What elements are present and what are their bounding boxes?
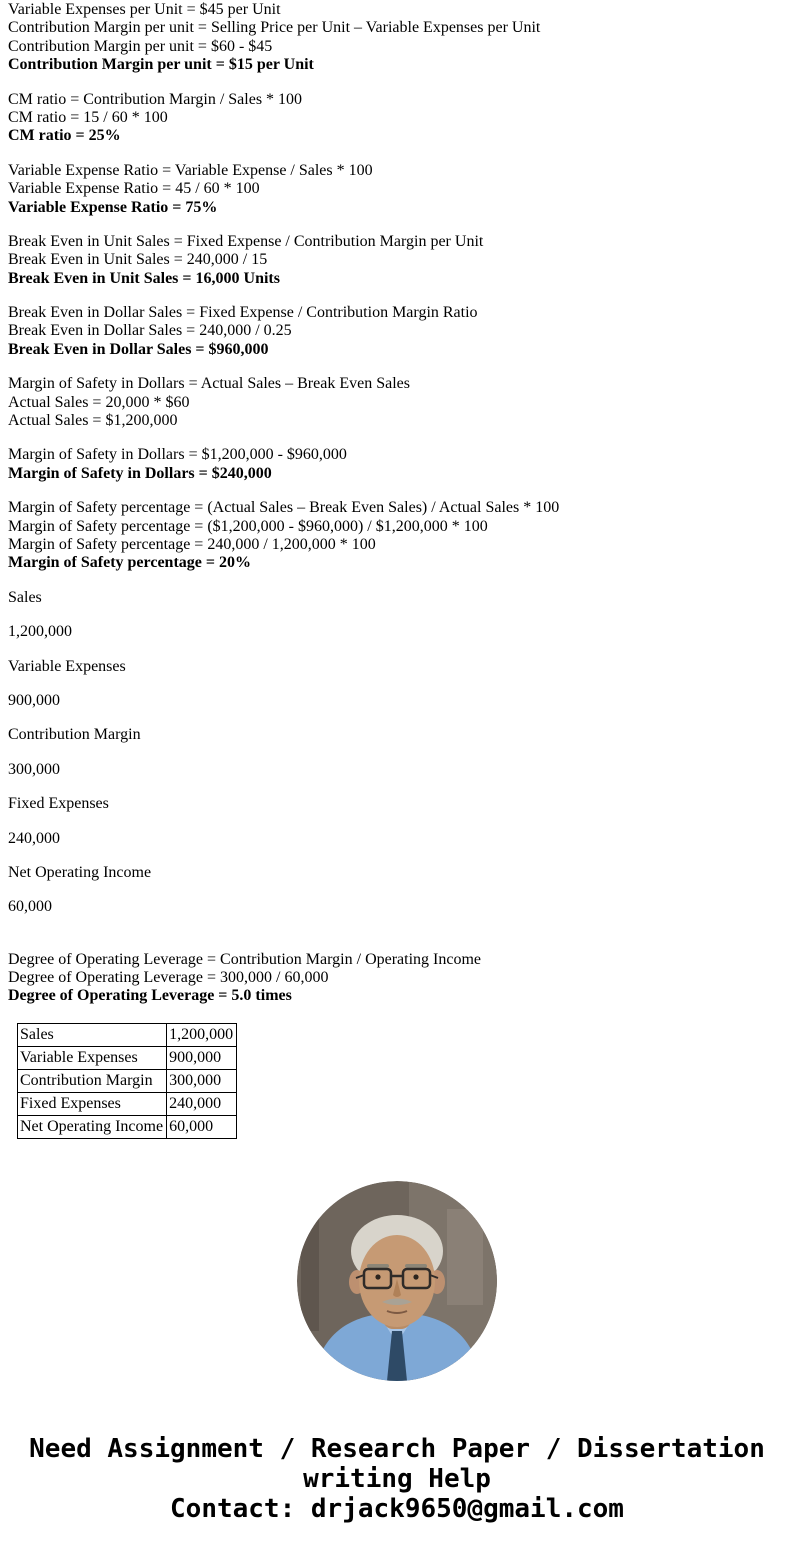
text-line: Actual Sales = 20,000 * $60 [8, 393, 190, 411]
para-margin-of-safety-dollars [8, 446, 786, 483]
text-line: Margin of Safety percentage = (Actual Sales – Break Even Sales) / Actual Sales * 100 [8, 499, 560, 517]
para-break-even-dollar-sales [8, 304, 786, 359]
income-statement-table [17, 1023, 237, 1139]
text-line: Break Even in Dollar Sales = Fixed Expense / Contribution Margin Ratio [8, 304, 478, 322]
table-row [18, 1115, 237, 1138]
text-line: Variable Expenses [8, 657, 126, 675]
text-line: CM ratio = Contribution Margin / Sales * 100 [8, 90, 303, 108]
table-row [18, 1046, 237, 1069]
para-contribution-margin-value [8, 761, 786, 779]
table-cell-value: 900,000 [167, 1046, 237, 1069]
para-fixed-expenses-value [8, 830, 786, 848]
text-line: Degree of Operating Leverage = 300,000 / 60,000 [8, 969, 329, 987]
para-sales-label [8, 589, 786, 607]
text-line: Break Even in Unit Sales = 16,000 Units [8, 269, 280, 287]
text-line: Contribution Margin per unit = $15 per Unit [8, 56, 314, 74]
text-line: Variable Expense Ratio = 45 / 60 * 100 [8, 180, 260, 198]
table-row [18, 1023, 237, 1046]
text-line: CM ratio = 25% [8, 127, 121, 145]
text-line: Contribution Margin [8, 726, 141, 744]
text-line: Variable Expense Ratio = 75% [8, 198, 218, 216]
text-line: Variable Expenses per Unit = $45 per Unit [8, 1, 281, 18]
text-line: Fixed Expenses [8, 795, 109, 813]
text-line: Margin of Safety in Dollars = $240,000 [8, 464, 272, 482]
text-line: Contribution Margin per unit = $60 - $45 [8, 37, 273, 55]
text-line: 900,000 [8, 691, 60, 709]
para-degree-of-operating-leverage [8, 951, 786, 1006]
para-sales-value [8, 623, 786, 641]
text-line: 300,000 [8, 760, 60, 778]
text-line: Margin of Safety percentage = ($1,200,000 - $960,000) / $1,200,000 * 100 [8, 517, 488, 535]
text-line: Sales [8, 588, 42, 606]
table-cell-label: Contribution Margin [18, 1069, 167, 1092]
table-cell-label: Variable Expenses [18, 1046, 167, 1069]
para-net-operating-income-label [8, 864, 786, 882]
contact-email-text: Contact: drjack9650@gmail.com [170, 1493, 624, 1524]
text-line: Margin of Safety percentage = 240,000 / 1,200,000 * 100 [8, 535, 376, 553]
footer-banner [0, 1435, 794, 1551]
table-cell-value: 60,000 [167, 1115, 237, 1138]
person-portrait-image [297, 1181, 497, 1381]
text-line: Break Even in Dollar Sales = 240,000 / 0.25 [8, 322, 292, 340]
text-line: Margin of Safety in Dollars = $1,200,000 - $960,000 [8, 446, 347, 464]
text-line: CM ratio = 15 / 60 * 100 [8, 108, 168, 126]
table-cell-label: Fixed Expenses [18, 1092, 167, 1115]
table-cell-value: 1,200,000 [167, 1023, 237, 1046]
text-line: 60,000 [8, 898, 52, 916]
text-line: 240,000 [8, 829, 60, 847]
para-net-operating-income-value [8, 898, 786, 916]
table-cell-value: 240,000 [167, 1092, 237, 1115]
para-margin-of-safety-percentage [8, 499, 786, 573]
table-cell-value: 300,000 [167, 1069, 237, 1092]
para-variable-expenses-label [8, 658, 786, 676]
assignment-help-heading: Need Assignment / Research Paper / Dissertation writing Help [29, 1433, 765, 1494]
table-cell-label: Net Operating Income [18, 1115, 167, 1138]
para-contribution-margin-per-unit [8, 1, 786, 75]
text-line: Actual Sales = $1,200,000 [8, 412, 178, 430]
text-line: Degree of Operating Leverage = Contribution Margin / Operating Income [8, 950, 482, 968]
para-cm-ratio [8, 91, 786, 146]
avatar [8, 1181, 786, 1381]
text-line: Contribution Margin per unit = Selling Price per Unit – Variable Expenses per Unit [8, 19, 541, 37]
para-variable-expense-ratio [8, 162, 786, 217]
text-line: Break Even in Unit Sales = 240,000 / 15 [8, 251, 268, 269]
text-line: Margin of Safety in Dollars = Actual Sales – Break Even Sales [8, 375, 410, 393]
text-line: Break Even in Unit Sales = Fixed Expense / Contribution Margin per Unit [8, 232, 484, 250]
para-break-even-unit-sales [8, 233, 786, 288]
text-line: Break Even in Dollar Sales = $960,000 [8, 340, 269, 358]
text-line: Net Operating Income [8, 863, 152, 881]
text-line: Variable Expense Ratio = Variable Expense / Sales * 100 [8, 161, 373, 179]
para-margin-of-safety-actual-sales [8, 375, 786, 430]
income-statement-table-body [18, 1023, 237, 1138]
text-line: Degree of Operating Leverage = 5.0 times [8, 987, 292, 1005]
para-variable-expenses-value [8, 692, 786, 710]
table-cell-label: Sales [18, 1023, 167, 1046]
text-line: 1,200,000 [8, 623, 72, 641]
table-row [18, 1069, 237, 1092]
para-contribution-margin-label [8, 726, 786, 744]
text-line: Margin of Safety percentage = 20% [8, 554, 251, 572]
table-row [18, 1092, 237, 1115]
para-fixed-expenses-label [8, 795, 786, 813]
